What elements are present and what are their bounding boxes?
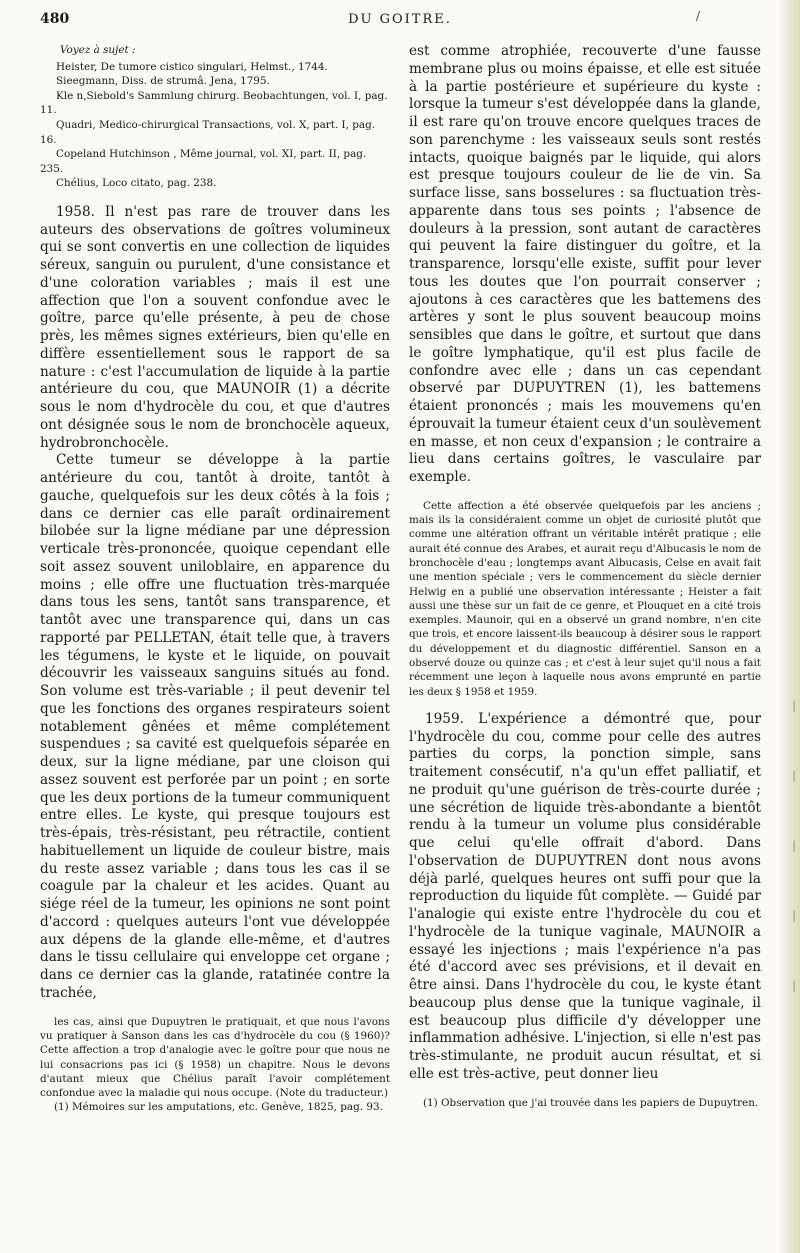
running-header [40, 11, 760, 33]
reference-item: Kle n,Siebold's Sammlung chirurg. Beobachtungen, vol. I, pag. 11. [40, 89, 388, 117]
edge-glyph: | [792, 909, 796, 922]
reference-item: Quadri, Medico-chirurgical Transactions, vol. X, part. I, pag. 16. [40, 118, 376, 146]
edge-glyph: | [792, 839, 796, 852]
edge-glyph: | [792, 699, 796, 712]
footnote-1: (1) Mémoires sur les amputations, etc. Genève, 1825, pag. 93. [54, 1101, 383, 1114]
note-continuation: les cas, ainsi que Dupuytren le pratiquait, et que nous l'avons vu pratiquer à Sanson dans les cas d'hydrocèle du cou (§ 1960)? Cette affection a trop d'analogie avec le goître pour que nous ne lui consacrions pas ici (§ 1958) un chapitre. Nous le devons d'autant mieux que Chélius paraît l'avoir complétement confondue avec la maladie qui nous occupe. (Note du traducteur.) [40, 1015, 390, 1100]
footnote-1: (1) Observation que j'ai trouvée dans les papiers de Dupuytren. [423, 1096, 759, 1109]
paragraph-1958: 1958. Il n'est pas rare de trouver dans les auteurs des observations de goîtres volumineux qui se sont convertis en une collection de liquides séreux, sanguin ou purulent, d'une consistance et d'une coloration variables ; mais il est une affection que l'on a souvent confondue avec le goître, parce qu'elle présente, à peu de chose près, les mêmes signes extérieurs, bien qu'elle en diffère essentiellement sous le rapport de sa nature : c'est l'accumulation de liquide à la partie antérieure du cou, que MAUNOIR (1) a décrite sous le nom d'hydrocèle du cou, et que d'autres ont désignée sous le nom de bronchocèle aqueux, hydrobronchocèle. [40, 203, 390, 451]
page-number: 480 [40, 11, 70, 27]
left-column [40, 43, 390, 1243]
corner-mark: / [695, 9, 700, 23]
reference-item: Heister, De tumore cistico singulari, Helmst., 1744. [56, 60, 328, 73]
running-title: DU GOITRE. [348, 12, 452, 27]
note-affection: Cette affection a été observée quelquefois par les anciens ; mais ils la considéraient comme un objet de curiosité plutôt que comme une altération offrant un véritable intérêt pratique ; elle aurait été connue des Arabes, et aurait reçu d'Albucasis le nom de bronchocèle d'eau ; longtemps avant Albucasis, Celse en avait fait une mention spéciale ; vers le commencement du siècle dernier Helwig en a publié une observation intéressante ; Heister a fait aussi une thèse sur un fait de ce genre, et Plouquet en a cité trois exemples. Maunoir, qui en a observé un grand nombre, n'en cite que trois, et encore laissent-ils beaucoup à désirer sous le rapport du développement et du diagnostic différentiel. Sanson en a observé douze ou quinze cas ; et c'est à leur sujet qu'il nous a fait récemment une leçon à laquelle nous avons emprunté en partie les deux § 1958 et 1959. [409, 499, 761, 698]
edge-glyph: | [792, 979, 796, 992]
reference-heading: Voyez à sujet : [60, 44, 136, 56]
paragraph-1959: 1959. L'expérience a démontré que, pour l'hydrocèle du cou, comme pour celle des autres parties du corps, la ponction simple, sans traitement consécutif, n'a qu'un effet palliatif, et ne produit qu'une guérison de très-courte durée ; une sécrétion de liquide très-abondante a bientôt rendu à la tumeur un volume plus considérable que celui qu'elle offrait d'abord. Dans l'observation de DUPUYTREN dont nous avons déjà parlé, quelques heures ont suffi pour que la reproduction du liquide fût complète. — Guidé par l'analogie qui existe entre l'hydrocèle du cou et l'hydrocèle de la tunique vaginale, MAUNOIR a essayé les injections ; mais l'expérience n'a pas été d'accord avec ses prévisions, et il devait en être ainsi. Dans l'hydrocèle du cou, le kyste étant beaucoup plus dense que la tunique vaginale, il est beaucoup plus difficile d'y développer une inflammation adhésive. L'injection, si elle n'est pas très-stimulante, ne produit aucun résultat, et si elle est très-active, peut donner lieu [409, 710, 761, 1082]
reference-item: Chélius, Loco citato, pag. 238. [56, 177, 217, 190]
reference-item: Copeland Hutchinson , Même journal, vol. XI, part. II, pag. 235. [40, 148, 367, 175]
edge-glyph: | [792, 769, 796, 782]
right-column [409, 43, 761, 1243]
reference-list [40, 43, 390, 191]
paragraph-kyste: est comme atrophiée, recouverte d'une fausse membrane plus ou moins épaisse, et elle est située à la partie postérieure et supérieure du kyste : lorsque la tumeur s'est développée dans la glande, il est rare qu'on trouve encore quelques traces de son parenchyme : les vaisseaux seuls sont restés intacts, quoique baignés par le liquide, qui alors est presque toujours couleur de lie de vin. Sa surface lisse, sans bosselures : sa fluctuation très-apparente dans tous ses points ; l'absence de douleurs à la pression, sont autant de caractères qui peuvent la faire distinguer du goître, et la transparence, lorsqu'elle existe, suffit pour lever tous les doutes que l'on pourrait conserver ; ajoutons à ces caractères que les battemens des artères y sont le plus souvent beaucoup moins sensibles que dans le goître, et surtout que dans le goître lymphatique, qu'il est plus facile de confondre avec elle ; dans un cas cependant observé par DUPUYTREN (1), les battemens étaient prononcés ; mais les mouvemens qu'en éprouvait la tumeur étaient ceux d'un soulèvement en masse, et non ceux d'expansion ; le contraire a lieu dans certains goîtres, le vasculaire par exemple. [409, 43, 761, 485]
adjacent-page-edge [778, 0, 800, 1253]
paragraph-tumeur: Cette tumeur se développe à la partie antérieure du cou, tantôt à droite, tantôt à gauche, quelquefois sur les deux côtés à la fois ; dans ce dernier cas elle paraît ordinairement bilobée sur la ligne médiane par une dépression verticale très-prononcée, quoique cependant elle soit assez souvent uniloblaire, en apparence du moins ; elle offre une fluctuation très-marquée dans tous les sens, tantôt sans transparence, et tantôt avec une transparence qui, dans un cas rapporté par PELLETAN, était telle que, à travers les tégumens, le kyste et le liquide, on pouvait découvrir les vaisseaux sanguins situés au fond. Son volume est très-variable ; il peut devenir tel que les fonctions des organes respirateurs soient notablement gênées et même complétement suspendues ; sa cavité est quelquefois séparée en deux, sur la ligne médiane, par une cloison qui assez souvent est perforée par un point ; en sorte que les deux portions de la tumeur communiquent entre elles. Le kyste, qui presque toujours est très-épais, très-résistant, peu rétractile, contient habituellement un liquide de couleur bistre, mais du reste assez variable ; dans tous les cas il se coagule par la chaleur et les acides. Quant au siége réel de la tumeur, les opinions ne sont point d'accord : quelques auteurs l'ont vue développée aux dépens de la glande elle-même, et d'autres dans le tissu cellulaire qui enveloppe cet organe ; dans ce dernier cas la glande, ratatinée contre la trachée, [40, 452, 390, 1001]
reference-item: Sieegmann, Diss. de strumâ. Jena, 1795. [56, 75, 270, 88]
